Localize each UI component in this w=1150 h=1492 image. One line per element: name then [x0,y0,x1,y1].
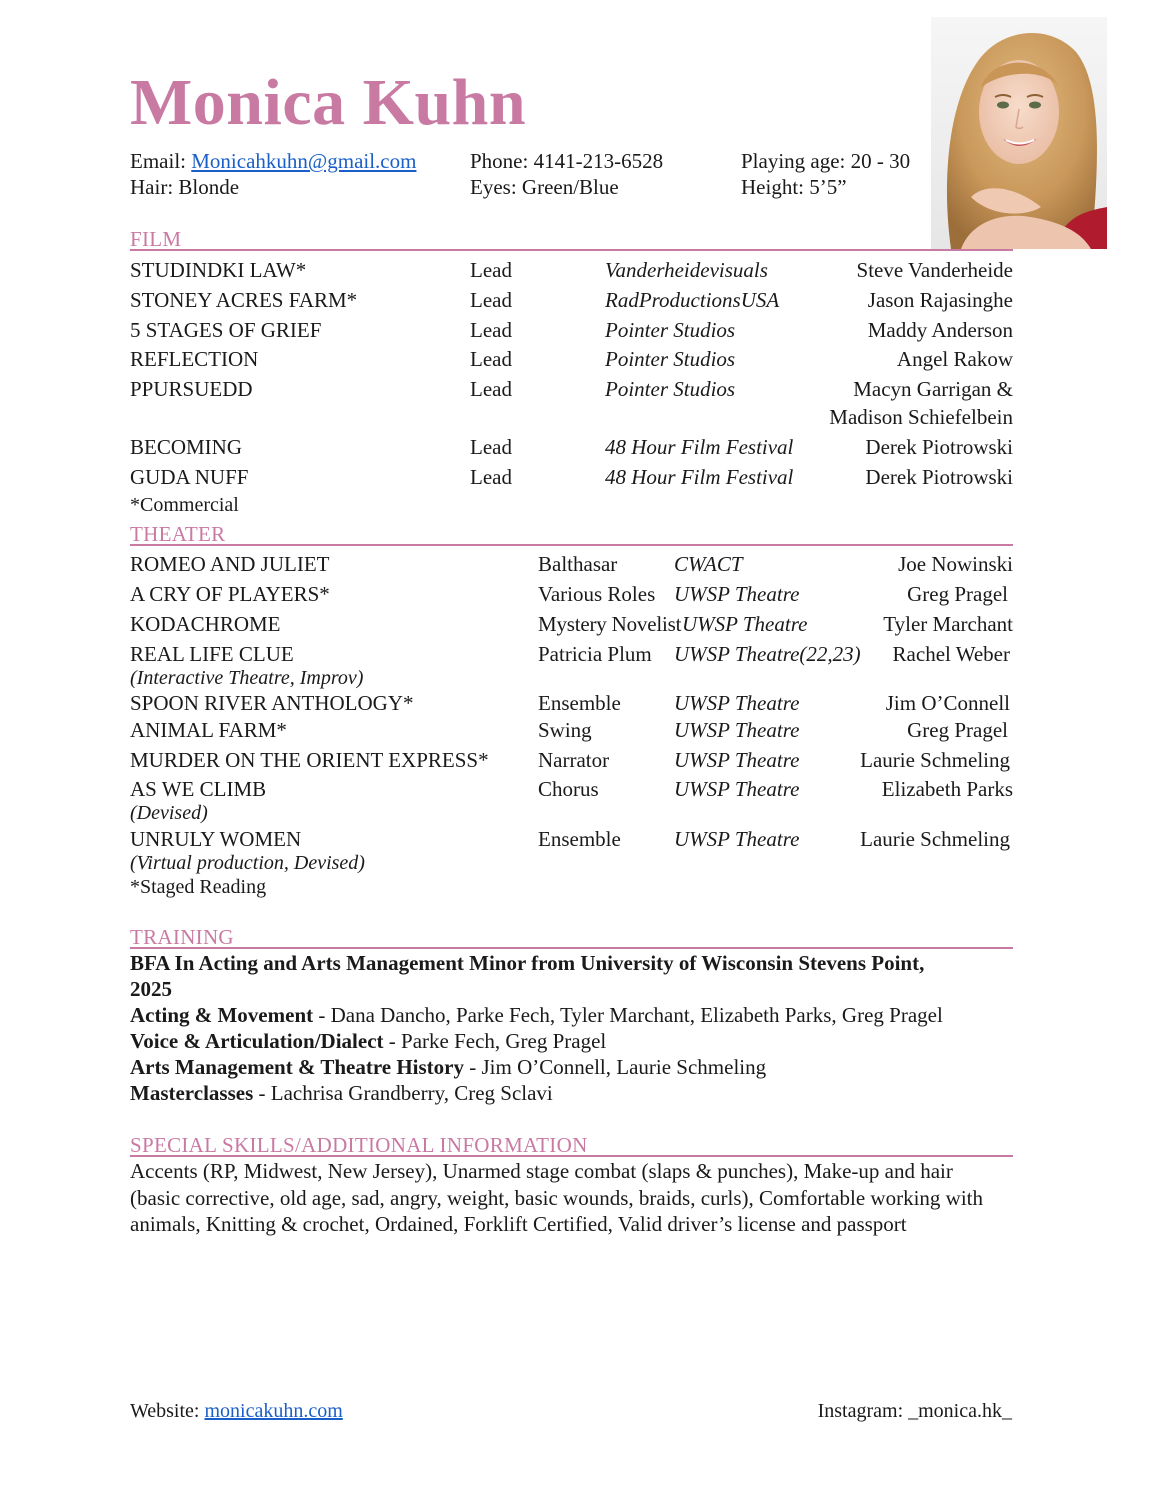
theater-note: *Staged Reading [130,876,267,898]
credit-director: Rachel Weber [892,642,1010,666]
credit-title: 5 STAGES OF GRIEF [130,318,322,342]
theater-row [130,718,1013,746]
film-row [130,258,1013,286]
height: Height: 5’5” [741,175,847,199]
actor-name: Monica Kuhn [130,66,527,139]
training-item [130,1080,1020,1106]
credit-role: Various Roles [538,582,656,606]
credit-director: Steve Vanderheide [856,258,1013,282]
film-row [130,465,1013,493]
training-teachers: - Jim O’Connell, Laurie Schmeling [464,1055,767,1079]
credit-company: UWSP Theatre [674,827,800,851]
phone: Phone: 4141-213-6528 [470,149,664,173]
credit-director: Laurie Schmeling [860,748,1010,772]
film-row [130,288,1013,316]
theater-row [130,612,1013,640]
training-teachers: - Parke Fech, Greg Pragel [383,1029,607,1053]
film-row [130,318,1013,346]
website-label: Website: [130,1400,205,1422]
training-label: Voice & Articulation/Dialect [130,1029,384,1053]
credit-subtitle: (Interactive Theatre, Improv) [130,667,364,689]
theater-row [130,691,1013,719]
credit-subtitle: (Devised) [130,802,208,824]
training-label: Arts Management & Theatre History [130,1055,464,1079]
credit-title: STUDINDKI LAW* [130,258,307,282]
theater-row [130,582,1013,610]
credit-company: 48 Hour Film Festival [605,465,794,489]
credit-role: Ensemble [538,691,621,715]
credit-director: Jim O’Connell [885,691,1010,715]
credit-director: Elizabeth Parks [881,777,1013,801]
training-label: Acting & Movement [130,1003,314,1027]
credit-role: Balthasar [538,552,618,576]
credit-role: Lead [470,435,512,459]
credit-director: Tyler Marchant [883,612,1013,636]
playing-age: Playing age: 20 - 30 [741,149,911,173]
degree-year: 2025 [130,977,172,1001]
credit-title: AS WE CLIMB [130,777,267,801]
credit-director: Angel Rakow [896,347,1013,371]
website-line [130,1400,343,1423]
credit-role: Lead [470,347,512,371]
credit-title: STONEY ACRES FARM* [130,288,358,312]
credit-company: Pointer Studios [605,318,736,342]
credit-title: SPOON RIVER ANTHOLOGY* [130,691,414,715]
film-heading: FILM [130,229,1013,251]
film-row [130,435,1013,463]
email-link[interactable]: Monicahkuhn@gmail.com [191,149,417,173]
credit-company: UWSP Theatre [674,748,800,772]
training-teachers: - Lachrisa Grandberry, Creg Sclavi [253,1081,553,1105]
headshot-illustration [931,17,1107,249]
credit-director-second-line: Madison Schiefelbein [829,405,1013,429]
credit-director: Laurie Schmeling [860,827,1010,851]
training-item [130,1002,1020,1028]
training-heading: TRAINING [130,927,1013,949]
credit-company: UWSP Theatre [674,777,800,801]
headshot-photo [931,17,1107,249]
credit-company: UWSP Theatre [674,582,800,606]
credit-company: UWSP Theatre [674,691,800,715]
credit-title: GUDA NUFF [130,465,249,489]
film-row-continued [130,405,1013,433]
credit-role: Lead [470,377,512,401]
credit-company: Pointer Studios [605,347,736,371]
credit-role: Mystery Novelist [538,612,682,636]
credit-title: PPURSUEDD [130,377,253,401]
credit-director: Jason Rajasinghe [867,288,1013,312]
credit-role: Lead [470,465,512,489]
credit-director: Greg Pragel [907,582,1008,606]
theater-row [130,748,1013,776]
film-row [130,347,1013,375]
training-block [130,950,1020,1106]
instagram-handle: Instagram: _monica.hk_ [817,1400,1012,1422]
credit-title: REFLECTION [130,347,259,371]
credit-company: Pointer Studios [605,377,736,401]
eyes: Eyes: Green/Blue [470,175,619,199]
credit-title: A CRY OF PLAYERS* [130,582,330,606]
credit-director: Joe Nowinski [898,552,1013,576]
credit-company: Vanderheidevisuals [605,258,768,282]
credit-company: CWACT [674,552,743,576]
theater-heading: THEATER [130,524,1013,546]
theater-row [130,642,1013,670]
credit-title: UNRULY WOMEN [130,827,302,851]
training-label: Masterclasses [130,1081,254,1105]
credit-role: Lead [470,258,512,282]
credit-role: Chorus [538,777,599,801]
degree-line: BFA In Acting and Arts Management Minor from University of Wisconsin Stevens Point, [130,951,925,975]
credit-company: UWSP Theatre [674,718,800,742]
credit-subtitle: (Virtual production, Devised) [130,852,365,874]
credit-company: UWSP Theatre(22,23) [674,642,861,666]
credit-title: MURDER ON THE ORIENT EXPRESS* [130,748,489,772]
film-row [130,377,1013,405]
credit-role: Lead [470,288,512,312]
credit-role: Ensemble [538,827,621,851]
theater-row [130,552,1013,580]
credit-role: Swing [538,718,592,742]
skills-heading: SPECIAL SKILLS/ADDITIONAL INFORMATION [130,1135,1013,1157]
theater-row [130,777,1013,805]
credit-company: UWSP Theatre [682,612,808,636]
credit-director: Greg Pragel [907,718,1008,742]
training-item [130,1028,1020,1054]
credit-company: RadProductionsUSA [605,288,780,312]
skills-text: Accents (RP, Midwest, New Jersey), Unarmed stage combat (slaps & punches), Make-up and hair (basic corrective, old age, sad, angry, weight, basic wounds, braids, curls), Comfortable working with animals, Knitting & crochet, Ordained, Forklift Certified, Valid driver’s license and passport [130,1159,983,1236]
email-line [130,148,416,174]
email-label: Email: [130,149,192,173]
training-item [130,1054,1020,1080]
credit-title: BECOMING [130,435,243,459]
theater-row [130,827,1013,855]
credit-title: REAL LIFE CLUE [130,642,294,666]
credit-title: KODACHROME [130,612,281,636]
credit-director: Macyn Garrigan & [853,377,1013,401]
credit-role: Patricia Plum [538,642,652,666]
credit-role: Narrator [538,748,610,772]
website-link[interactable]: monicakuhn.com [204,1400,343,1422]
credit-title: ROMEO AND JULIET [130,552,330,576]
hair: Hair: Blonde [130,175,240,199]
credit-director: Derek Piotrowski [865,435,1013,459]
credit-director: Derek Piotrowski [865,465,1013,489]
training-teachers: - Dana Dancho, Parke Fech, Tyler Marchant, Elizabeth Parks, Greg Pragel [313,1003,943,1027]
credit-role: Lead [470,318,512,342]
credit-title: ANIMAL FARM* [130,718,287,742]
film-note: *Commercial [130,494,239,516]
credit-director: Maddy Anderson [867,318,1013,342]
credit-company: 48 Hour Film Festival [605,435,794,459]
